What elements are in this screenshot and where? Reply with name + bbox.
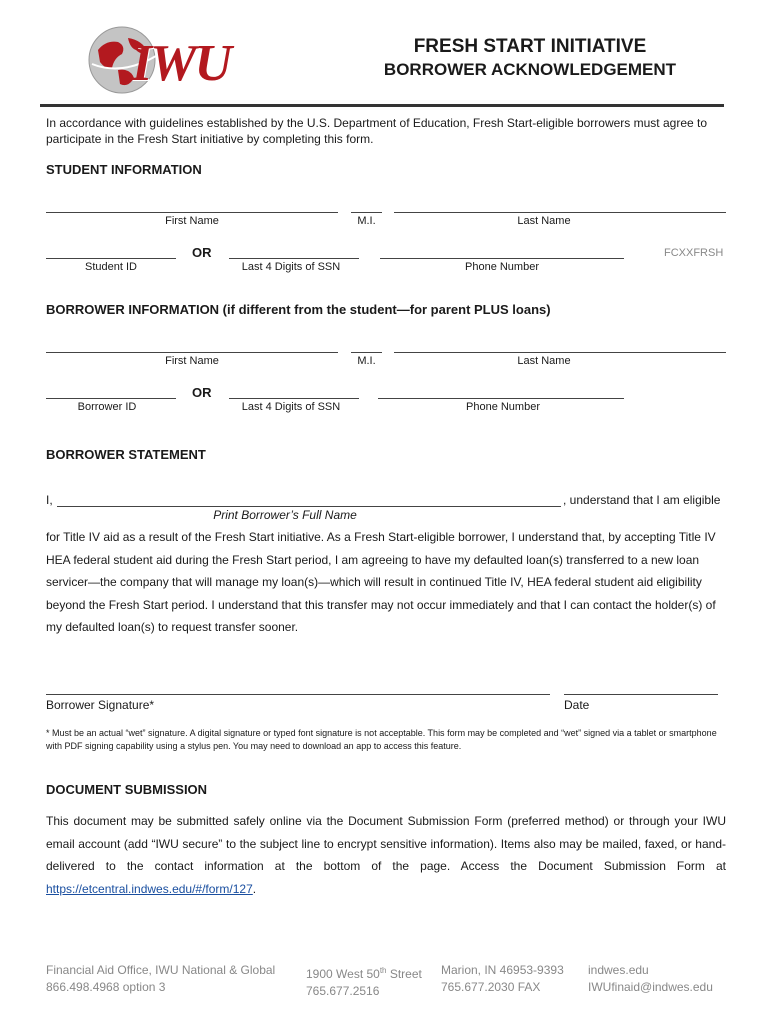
student-phone-label: Phone Number: [465, 261, 539, 273]
student-first-name-label: First Name: [165, 215, 219, 227]
borrower-statement-heading: BORROWER STATEMENT: [46, 447, 206, 462]
iwu-logo: [82, 20, 250, 100]
header-divider: [40, 104, 724, 107]
borrower-id-label: Borrower ID: [77, 401, 137, 413]
student-id-label: Student ID: [85, 261, 137, 273]
footer-street: 1900 West 50th Street: [306, 966, 422, 981]
borrower-last-name-field[interactable]: [394, 352, 726, 353]
footer-website[interactable]: indwes.edu: [588, 963, 649, 977]
borrower-first-name-label: First Name: [165, 355, 219, 367]
form-subtitle: BORROWER ACKNOWLEDGEMENT: [383, 60, 677, 79]
statement-text: for Title IV aid as a result of the Fresh Start initiative. As a Fresh Start-eligible borrower, I understand that, by accepting Title IV HEA federal student aid during the Fresh Start period, I am agreeing to have my defaulted loan(s) transferred to a new loan servicer—the company that will manage my loan(s)—which will result in continued Title IV, HEA federal student aid eligibility beyond the Fresh Start period. I understand that this transfer may not occur immediately and that I can contact the holder(s) of my defaulted loan(s) to request transfer sooner.: [46, 530, 716, 634]
borrower-phone-field[interactable]: [378, 398, 624, 399]
student-or-label: OR: [192, 245, 212, 260]
borrower-full-name-field[interactable]: [57, 506, 561, 507]
student-phone-field[interactable]: [380, 258, 624, 259]
statement-prefix: I,: [46, 493, 53, 507]
footer-office-phone: 866.498.4968 option 3: [46, 980, 166, 994]
signature-date-label: Date: [564, 698, 590, 712]
borrower-last-name-label: Last Name: [517, 355, 571, 367]
footer-address: [306, 962, 422, 1000]
signature-note: * Must be an actual “wet” signature. A digital signature or typed font signature is not acceptable. This form may be completed and “wet” signed via a tablet or smartphone with PDF signing capability using a stylus pen. You may need to download an app to access this feature.: [46, 728, 717, 751]
student-first-name-field[interactable]: [46, 212, 338, 213]
borrower-first-name-field[interactable]: [46, 352, 338, 353]
document-submission-heading: DOCUMENT SUBMISSION: [46, 782, 208, 797]
student-ssn-field[interactable]: [229, 258, 359, 259]
student-last-name-field[interactable]: [394, 212, 726, 213]
student-id-field[interactable]: [46, 258, 176, 259]
statement-suffix: , understand that I am eligible: [563, 493, 721, 507]
borrower-phone-label: Phone Number: [466, 401, 540, 413]
student-ssn-label: Last 4 Digits of SSN: [241, 261, 341, 273]
borrower-mi-label: M.I.: [357, 355, 376, 367]
submission-end: .: [252, 881, 257, 896]
borrower-id-field[interactable]: [46, 398, 176, 399]
form-code: FCXXFRSH: [664, 247, 724, 259]
footer-office-name: Financial Aid Office, IWU National & Global: [46, 963, 276, 977]
signature-date-field[interactable]: [564, 694, 718, 695]
student-mi-label: M.I.: [357, 215, 376, 227]
footer-city-line: Marion, IN 46953-9393: [441, 963, 564, 977]
logo-text: IWU: [132, 35, 231, 92]
submission-form-link[interactable]: https://etcentral.indwes.edu/#/form/127: [46, 881, 253, 896]
borrower-ssn-label: Last 4 Digits of SSN: [241, 401, 341, 413]
borrower-ssn-field[interactable]: [229, 398, 359, 399]
borrower-mi-field[interactable]: [351, 352, 382, 353]
borrower-info-heading: BORROWER INFORMATION (if different from the student—for parent PLUS loans): [46, 302, 551, 317]
footer-contact: [588, 962, 713, 996]
footer-street-phone: 765.677.2516: [306, 984, 380, 998]
student-last-name-label: Last Name: [517, 215, 571, 227]
borrower-or-label: OR: [192, 385, 212, 400]
student-mi-field[interactable]: [351, 212, 382, 213]
borrower-full-name-label: Print Borrower’s Full Name: [213, 508, 357, 522]
footer-office: [46, 962, 275, 996]
form-title: FRESH START INITIATIVE: [413, 36, 647, 57]
submission-body: This document may be submitted safely online via the Document Submission Form (preferred method) or through your IWU email account (add “IWU secure” to the subject line to encrypt sensitive information). Items also may be mailed, faxed, or hand-delivered to the contact information at the bottom of the page. Access the Document Submission Form at: [46, 814, 726, 873]
footer-fax: 765.677.2030 FAX: [441, 980, 541, 994]
borrower-signature-label: Borrower Signature*: [46, 698, 155, 712]
submission-text: [46, 810, 726, 900]
footer-email[interactable]: IWUfinaid@indwes.edu: [588, 980, 713, 994]
footer-city: [441, 962, 564, 996]
borrower-signature-field[interactable]: [46, 694, 550, 695]
student-info-heading: STUDENT INFORMATION: [46, 162, 202, 177]
intro-text: In accordance with guidelines established by the U.S. Department of Education, Fresh Start-eligible borrowers must agree to participate in the Fresh Start initiative by completing this form.: [46, 116, 708, 146]
